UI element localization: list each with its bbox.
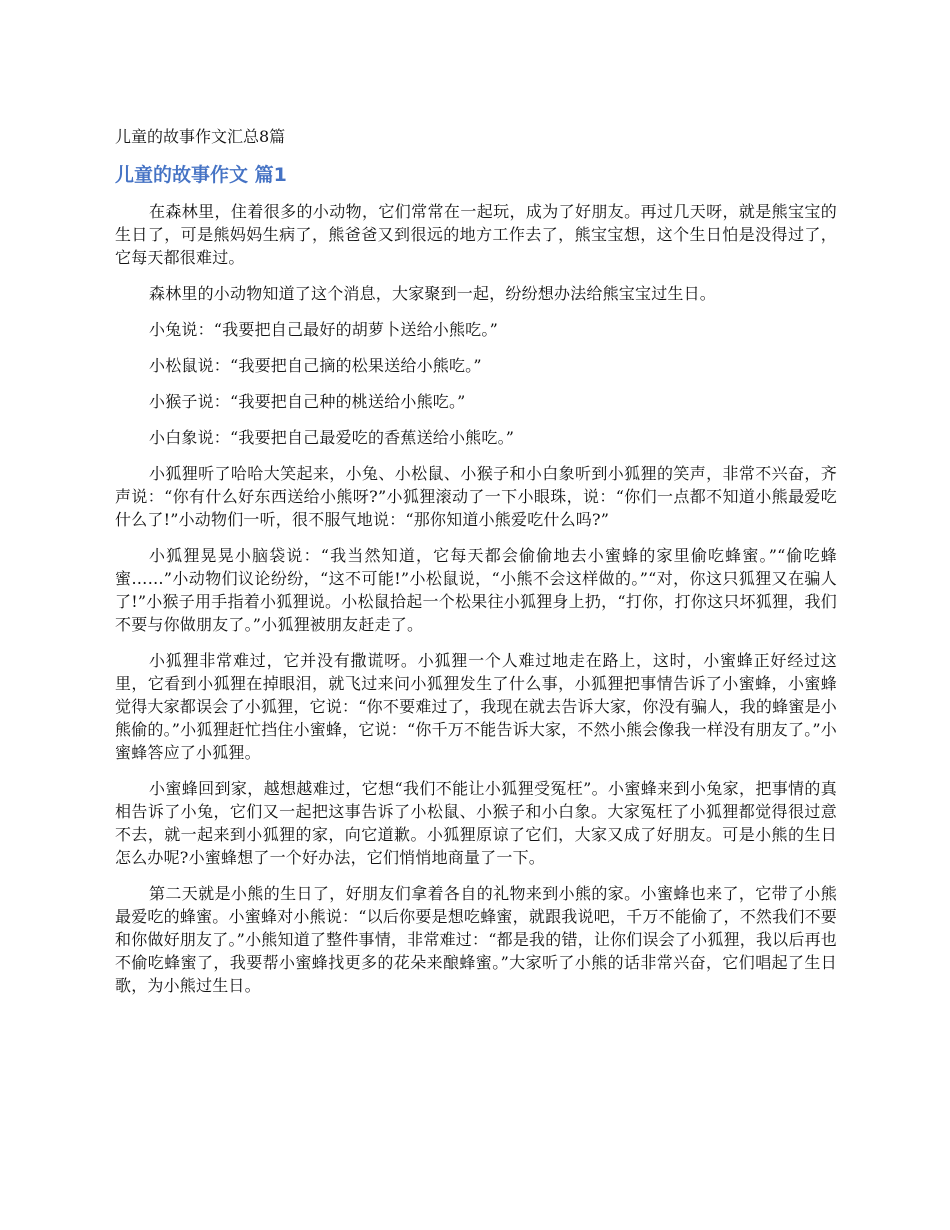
paragraph: 小兔说：“我要把自己最好的胡萝卜送给小熊吃。”: [149, 320, 498, 339]
paragraph: 小松鼠说：“我要把自己摘的松果送给小熊吃。”: [149, 356, 482, 375]
section-heading: 儿童的故事作文 篇1: [115, 164, 287, 186]
document-title: 儿童的故事作文汇总8篇: [115, 127, 286, 146]
paragraph: 小狐狸听了哈哈大笑起来，小兔、小松鼠、小猴子和小白象听到小狐狸的笑声，非常不兴奋，齐声说：“你有什么好东西送给小熊呀?”小狐狸滚动了一下小眼珠，说：“你们一点都不知道小熊最爱吃什么了!”小动物们一听，很不服气地说：“那你知道小熊爱吃什么吗?”: [115, 464, 837, 529]
document-page: [115, 126, 837, 1010]
paragraph: 森林里的小动物知道了这个消息，大家聚到一起，纷纷想办法给熊宝宝过生日。: [149, 284, 717, 303]
paragraph: 小狐狸非常难过，它并没有撒谎呀。小狐狸一个人难过地走在路上，这时，小蜜蜂正好经过这里，它看到小狐狸在掉眼泪，就飞过来问小狐狸发生了什么事，小狐狸把事情告诉了小蜜蜂，小蜜蜂觉得大家都误会了小狐狸，它说：“你不要难过了，我现在就去告诉大家，你没有骗人，我的蜂蜜是小熊偷的。”小狐狸赶忙挡住小蜜蜂，它说：“你千万不能告诉大家，不然小熊会像我一样没有朋友了。”小蜜蜂答应了小狐狸。: [115, 651, 837, 762]
paragraph: 小狐狸晃晃小脑袋说：“我当然知道，它每天都会偷偷地去小蜜蜂的家里偷吃蜂蜜。”“偷吃蜂蜜……”小动物们议论纷纷，“这不可能!”小松鼠说，“小熊不会这样做的。”“对，你这只狐狸又在骗人了!”小猴子用手指着小狐狸说。小松鼠拾起一个松果往小狐狸身上扔，“打你，打你这只坏狐狸，我们不要与你做朋友了。”小狐狸被朋友赶走了。: [115, 546, 837, 634]
paragraph: 小白象说：“我要把自己最爱吃的香蕉送给小熊吃。”: [149, 428, 515, 447]
paragraph: 第二天就是小熊的生日了，好朋友们拿着各自的礼物来到小熊的家。小蜜蜂也来了，它带了小熊最爱吃的蜂蜜。小蜜蜂对小熊说：“以后你要是想吃蜂蜜，就跟我说吧，千万不能偷了，不然我们不要和你做好朋友了。”小熊知道了整件事情，非常难过：“都是我的错，让你们误会了小狐狸，我以后再也不偷吃蜂蜜了，我要帮小蜜蜂找更多的花朵来酿蜂蜜。”大家听了小熊的话非常兴奋，它们唱起了生日歌，为小熊过生日。: [115, 884, 837, 995]
paragraph: 小猴子说：“我要把自己种的桃送给小熊吃。”: [149, 392, 466, 411]
paragraph: 在森林里，住着很多的小动物，它们常常在一起玩，成为了好朋友。再过几天呀，就是熊宝宝的生日了，可是熊妈妈生病了，熊爸爸又到很远的地方工作去了，熊宝宝想，这个生日怕是没得过了，它每天都很难过。: [115, 202, 837, 267]
paragraph: 小蜜蜂回到家，越想越难过，它想“我们不能让小狐狸受冤枉”。小蜜蜂来到小兔家，把事情的真相告诉了小兔，它们又一起把这事告诉了小松鼠、小猴子和小白象。大家冤枉了小狐狸都觉得很过意不去，就一起来到小狐狸的家，向它道歉。小狐狸原谅了它们，大家又成了好朋友。可是小熊的生日怎么办呢?小蜜蜂想了一个好办法，它们悄悄地商量了一下。: [115, 779, 837, 867]
